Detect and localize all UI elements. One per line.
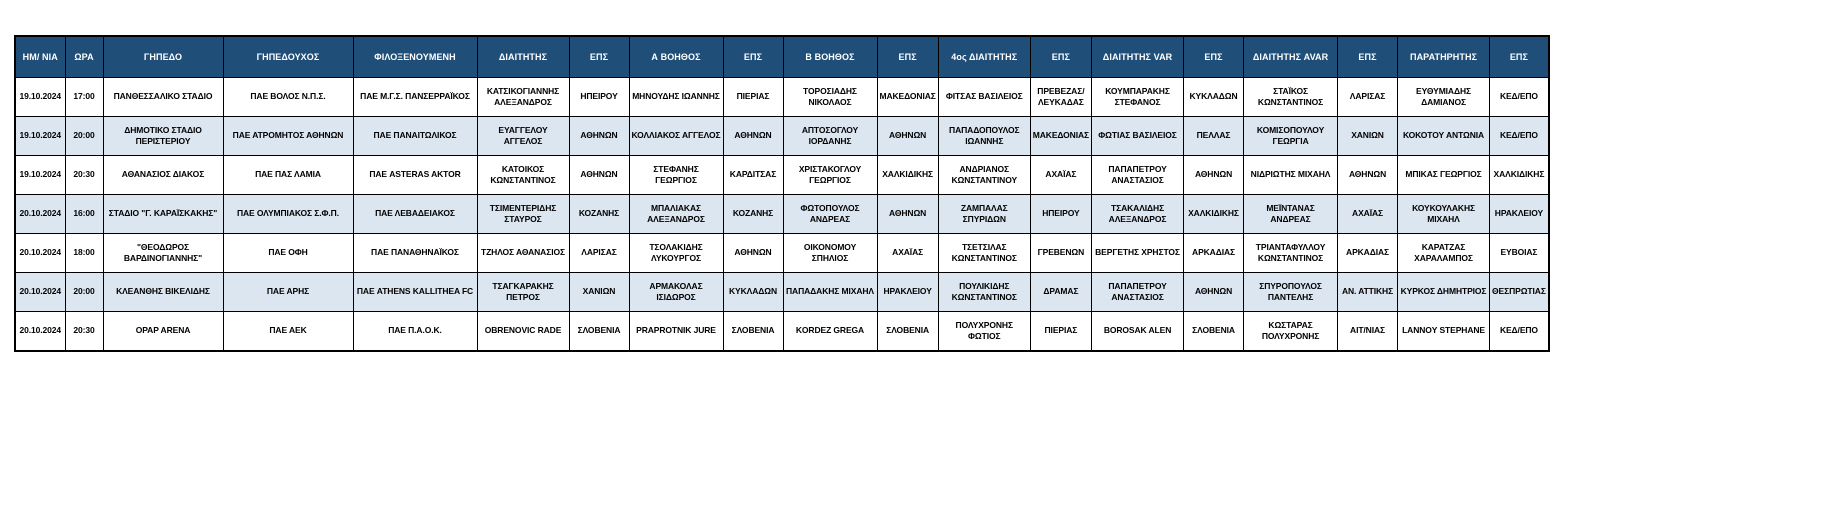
cell-fourth_official_eps: ΗΠΕΙΡΟΥ <box>1030 195 1091 234</box>
cell-date: 20.10.2024 <box>15 312 65 352</box>
cell-referee_eps: ΛΑΡΙΣΑΣ <box>569 234 629 273</box>
cell-referee_eps: ΧΑΝΙΩΝ <box>569 273 629 312</box>
cell-avar_eps: ΛΑΡΙΣΑΣ <box>1338 78 1398 117</box>
cell-avar_referee: ΤΡΙΑΝΤΑΦΥΛΛΟΥ ΚΩΝΣΤΑΝΤΙΝΟΣ <box>1244 234 1338 273</box>
cell-date: 19.10.2024 <box>15 156 65 195</box>
cell-fourth_official_eps: ΠΙΕΡΙΑΣ <box>1030 312 1091 352</box>
cell-time: 20:30 <box>65 156 103 195</box>
cell-fourth_official_eps: ΔΡΑΜΑΣ <box>1030 273 1091 312</box>
column-header-var_eps: ΕΠΣ <box>1184 36 1244 78</box>
cell-var_eps: ΚΥΚΛΑΔΩΝ <box>1184 78 1244 117</box>
cell-fourth_official: ΤΣΕΤΣΙΛΑΣ ΚΩΝΣΤΑΝΤΙΝΟΣ <box>938 234 1030 273</box>
cell-venue: ΠΑΝΘΕΣΣΑΛΙΚΟ ΣΤΑΔΙΟ <box>103 78 223 117</box>
column-header-date: ΗΜ/ ΝΙΑ <box>15 36 65 78</box>
cell-var_eps: ΧΑΛΚΙΔΙΚΗΣ <box>1184 195 1244 234</box>
cell-var_referee: ΤΣΑΚΑΛΙΔΗΣ ΑΛΕΞΑΝΔΡΟΣ <box>1092 195 1184 234</box>
cell-referee_eps: ΣΛΟΒΕΝΙΑ <box>569 312 629 352</box>
cell-assistant_b_eps: ΜΑΚΕΔΟΝΙΑΣ <box>877 78 938 117</box>
cell-fourth_official: ΠΑΠΑΔΟΠΟΥΛΟΣ ΙΩΑΝΝΗΣ <box>938 117 1030 156</box>
cell-assistant_b_eps: ΗΡΑΚΛΕΙΟΥ <box>877 273 938 312</box>
cell-assistant_a: ΤΣΟΛΑΚΙΔΗΣ ΛΥΚΟΥΡΓΟΣ <box>629 234 723 273</box>
table-body <box>15 78 1549 352</box>
column-header-observer_eps: ΕΠΣ <box>1490 36 1549 78</box>
column-header-assistant_a: Α ΒΟΗΘΟΣ <box>629 36 723 78</box>
cell-time: 17:00 <box>65 78 103 117</box>
cell-observer: ΚΟΚΟΤΟΥ ΑΝΤΩΝΙΑ <box>1398 117 1490 156</box>
cell-assistant_a_eps: ΚΥΚΛΑΔΩΝ <box>723 273 783 312</box>
cell-observer_eps: ΚΕΔ/ΕΠΟ <box>1490 312 1549 352</box>
cell-observer_eps: ΚΕΔ/ΕΠΟ <box>1490 78 1549 117</box>
cell-home_team: ΠΑΕ ΟΛΥΜΠΙΑΚΟΣ Σ.Φ.Π. <box>223 195 353 234</box>
table-row <box>15 78 1549 117</box>
cell-assistant_b_eps: ΣΛΟΒΕΝΙΑ <box>877 312 938 352</box>
cell-observer_eps: ΗΡΑΚΛΕΙΟΥ <box>1490 195 1549 234</box>
cell-observer: ΜΠΙΚΑΣ ΓΕΩΡΓΙΟΣ <box>1398 156 1490 195</box>
table-row <box>15 273 1549 312</box>
cell-avar_eps: ΑΙΤ/ΝΙΑΣ <box>1338 312 1398 352</box>
cell-var_eps: ΑΡΚΑΔΙΑΣ <box>1184 234 1244 273</box>
cell-referee: ΚΑΤΣΙΚΟΓΙΑΝΝΗΣ ΑΛΕΞΑΝΔΡΟΣ <box>477 78 569 117</box>
cell-fourth_official: ΠΟΛΥΧΡΟΝΗΣ ΦΩΤΙΟΣ <box>938 312 1030 352</box>
table-row <box>15 312 1549 352</box>
cell-var_referee: ΠΑΠΑΠΕΤΡΟΥ ΑΝΑΣΤΑΣΙΟΣ <box>1092 273 1184 312</box>
cell-var_referee: ΒΕΡΓΕΤΗΣ ΧΡΗΣΤΟΣ <box>1092 234 1184 273</box>
table-row <box>15 195 1549 234</box>
cell-referee: ΤΖΗΛΟΣ ΑΘΑΝΑΣΙΟΣ <box>477 234 569 273</box>
cell-venue: OPAP ARENA <box>103 312 223 352</box>
cell-avar_referee: ΜΕΪΝΤΑΝΑΣ ΑΝΔΡΕΑΣ <box>1244 195 1338 234</box>
cell-fourth_official_eps: ΠΡΕΒΕΖΑΣ/ ΛΕΥΚΑΔΑΣ <box>1030 78 1091 117</box>
cell-observer: ΚΥΡΚΟΣ ΔΗΜΗΤΡΙΟΣ <box>1398 273 1490 312</box>
cell-assistant_b_eps: ΧΑΛΚΙΔΙΚΗΣ <box>877 156 938 195</box>
cell-avar_referee: ΚΩΣΤΑΡΑΣ ΠΟΛΥΧΡΟΝΗΣ <box>1244 312 1338 352</box>
cell-assistant_a: PRAPROTNIK JURE <box>629 312 723 352</box>
match-officials-table <box>14 35 1550 352</box>
cell-var_referee: ΚΟΥΜΠΑΡΑΚΗΣ ΣΤΕΦΑΝΟΣ <box>1092 78 1184 117</box>
cell-time: 16:00 <box>65 195 103 234</box>
cell-assistant_a_eps: ΣΛΟΒΕΝΙΑ <box>723 312 783 352</box>
cell-assistant_b: ΤΟΡΟΣΙΑΔΗΣ ΝΙΚΟΛΑΟΣ <box>783 78 877 117</box>
cell-venue: ΔΗΜΟΤΙΚΟ ΣΤΑΔΙΟ ΠΕΡΙΣΤΕΡΙΟΥ <box>103 117 223 156</box>
cell-assistant_a: ΣΤΕΦΑΝΗΣ ΓΕΩΡΓΙΟΣ <box>629 156 723 195</box>
cell-assistant_a: ΑΡΜΑΚΟΛΑΣ ΙΣΙΔΩΡΟΣ <box>629 273 723 312</box>
cell-observer: LANNOY STEPHANE <box>1398 312 1490 352</box>
cell-fourth_official_eps: ΑΧΑΪΑΣ <box>1030 156 1091 195</box>
cell-assistant_a: ΚΟΛΛΙΑΚΟΣ ΑΓΓΕΛΟΣ <box>629 117 723 156</box>
cell-observer: ΚΟΥΚΟΥΛΑΚΗΣ ΜΙΧΑΗΛ <box>1398 195 1490 234</box>
cell-observer_eps: ΧΑΛΚΙΔΙΚΗΣ <box>1490 156 1549 195</box>
cell-fourth_official: ΖΑΜΠΑΛΑΣ ΣΠΥΡΙΔΩΝ <box>938 195 1030 234</box>
cell-away_team: ΠΑΕ ASTERAS AKTOR <box>353 156 477 195</box>
cell-venue: "ΘΕΟΔΩΡΟΣ ΒΑΡΔΙΝΟΓΙΑΝΝΗΣ" <box>103 234 223 273</box>
cell-referee: ΕΥΑΓΓΕΛΟΥ ΑΓΓΕΛΟΣ <box>477 117 569 156</box>
cell-assistant_b: ΧΡΙΣΤΑΚΟΓΛΟΥ ΓΕΩΡΓΙΟΣ <box>783 156 877 195</box>
cell-fourth_official_eps: ΓΡΕΒΕΝΩΝ <box>1030 234 1091 273</box>
cell-referee_eps: ΑΘΗΝΩΝ <box>569 117 629 156</box>
cell-fourth_official: ΑΝΔΡΙΑΝΟΣ ΚΩΝΣΤΑΝΤΙΝΟΥ <box>938 156 1030 195</box>
cell-avar_eps: ΑΧΑΪΑΣ <box>1338 195 1398 234</box>
cell-observer_eps: ΕΥΒΟΙΑΣ <box>1490 234 1549 273</box>
cell-referee_eps: ΑΘΗΝΩΝ <box>569 156 629 195</box>
column-header-assistant_a_eps: ΕΠΣ <box>723 36 783 78</box>
cell-var_referee: ΦΩΤΙΑΣ ΒΑΣΙΛΕΙΟΣ <box>1092 117 1184 156</box>
cell-avar_referee: ΝΙΔΡΙΩΤΗΣ ΜΙΧΑΗΛ <box>1244 156 1338 195</box>
cell-assistant_a_eps: ΠΙΕΡΙΑΣ <box>723 78 783 117</box>
cell-observer_eps: ΘΕΣΠΡΩΤΙΑΣ <box>1490 273 1549 312</box>
cell-var_eps: ΠΕΛΛΑΣ <box>1184 117 1244 156</box>
cell-referee: ΤΣΑΓΚΑΡΑΚΗΣ ΠΕΤΡΟΣ <box>477 273 569 312</box>
cell-var_eps: ΣΛΟΒΕΝΙΑ <box>1184 312 1244 352</box>
cell-time: 20:00 <box>65 117 103 156</box>
table-header-row <box>15 36 1549 78</box>
cell-time: 20:30 <box>65 312 103 352</box>
cell-referee_eps: ΚΟΖΑΝΗΣ <box>569 195 629 234</box>
cell-assistant_b_eps: ΑΘΗΝΩΝ <box>877 195 938 234</box>
cell-avar_eps: ΑΡΚΑΔΙΑΣ <box>1338 234 1398 273</box>
cell-referee: ΤΣΙΜΕΝΤΕΡΙΔΗΣ ΣΤΑΥΡΟΣ <box>477 195 569 234</box>
cell-assistant_b_eps: ΑΧΑΪΑΣ <box>877 234 938 273</box>
cell-assistant_a: ΜΗΝΟΥΔΗΣ ΙΩΑΝΝΗΣ <box>629 78 723 117</box>
column-header-avar_eps: ΕΠΣ <box>1338 36 1398 78</box>
cell-fourth_official: ΠΟΥΛΙΚΙΔΗΣ ΚΩΝΣΤΑΝΤΙΝΟΣ <box>938 273 1030 312</box>
column-header-observer: ΠΑΡΑΤΗΡΗΤΗΣ <box>1398 36 1490 78</box>
cell-date: 20.10.2024 <box>15 273 65 312</box>
cell-referee: OBRENOVIC RADE <box>477 312 569 352</box>
column-header-venue: ΓΗΠΕΔΟ <box>103 36 223 78</box>
table-head <box>15 36 1549 78</box>
cell-assistant_a_eps: ΚΑΡΔΙΤΣΑΣ <box>723 156 783 195</box>
cell-avar_eps: ΧΑΝΙΩΝ <box>1338 117 1398 156</box>
cell-date: 19.10.2024 <box>15 117 65 156</box>
cell-observer: ΚΑΡΑΤΖΑΣ ΧΑΡΑΛΑΜΠΟΣ <box>1398 234 1490 273</box>
cell-away_team: ΠΑΕ ATHENS KALLITHEA FC <box>353 273 477 312</box>
cell-date: 20.10.2024 <box>15 234 65 273</box>
cell-away_team: ΠΑΕ Μ.Γ.Σ. ΠΑΝΣΕΡΡΑΪΚΟΣ <box>353 78 477 117</box>
column-header-referee: ΔΙΑΙΤΗΤΗΣ <box>477 36 569 78</box>
cell-date: 20.10.2024 <box>15 195 65 234</box>
cell-away_team: ΠΑΕ ΛΕΒΑΔΕΙΑΚΟΣ <box>353 195 477 234</box>
column-header-var_referee: ΔΙΑΙΤΗΤΗΣ VAR <box>1092 36 1184 78</box>
cell-time: 18:00 <box>65 234 103 273</box>
cell-home_team: ΠΑΕ ΑΤΡΟΜΗΤΟΣ ΑΘΗΝΩΝ <box>223 117 353 156</box>
cell-assistant_b: ΑΠΤΟΣΟΓΛΟΥ ΙΟΡΔΑΝΗΣ <box>783 117 877 156</box>
cell-home_team: ΠΑΕ ΑΡΗΣ <box>223 273 353 312</box>
column-header-time: ΩΡΑ <box>65 36 103 78</box>
cell-away_team: ΠΑΕ ΠΑΝΑΘΗΝΑΪΚΟΣ <box>353 234 477 273</box>
cell-assistant_b: KORDEZ GREGA <box>783 312 877 352</box>
cell-home_team: ΠΑΕ ΒΟΛΟΣ Ν.Π.Σ. <box>223 78 353 117</box>
cell-var_eps: ΑΘΗΝΩΝ <box>1184 273 1244 312</box>
column-header-assistant_b_eps: ΕΠΣ <box>877 36 938 78</box>
cell-assistant_b: ΟΙΚΟΝΟΜΟΥ ΣΠΗΛΙΟΣ <box>783 234 877 273</box>
cell-referee_eps: ΗΠΕΙΡΟΥ <box>569 78 629 117</box>
cell-assistant_a_eps: ΚΟΖΑΝΗΣ <box>723 195 783 234</box>
cell-assistant_a_eps: ΑΘΗΝΩΝ <box>723 117 783 156</box>
cell-assistant_a: ΜΠΑΛΙΑΚΑΣ ΑΛΕΞΑΝΔΡΟΣ <box>629 195 723 234</box>
cell-venue: ΣΤΑΔΙΟ "Γ. ΚΑΡΑΪΣΚΑΚΗΣ" <box>103 195 223 234</box>
cell-fourth_official: ΦΙΤΣΑΣ ΒΑΣΙΛΕΙΟΣ <box>938 78 1030 117</box>
table-row <box>15 234 1549 273</box>
column-header-away_team: ΦΙΛΟΞΕΝΟΥΜΕΝΗ <box>353 36 477 78</box>
cell-observer_eps: ΚΕΔ/ΕΠΟ <box>1490 117 1549 156</box>
column-header-referee_eps: ΕΠΣ <box>569 36 629 78</box>
cell-venue: ΚΛΕΑΝΘΗΣ ΒΙΚΕΛΙΔΗΣ <box>103 273 223 312</box>
column-header-home_team: ΓΗΠΕΔΟΥΧΟΣ <box>223 36 353 78</box>
cell-venue: ΑΘΑΝΑΣΙΟΣ ΔΙΑΚΟΣ <box>103 156 223 195</box>
column-header-assistant_b: Β ΒΟΗΘΟΣ <box>783 36 877 78</box>
cell-fourth_official_eps: ΜΑΚΕΔΟΝΙΑΣ <box>1030 117 1091 156</box>
match-officials-table-container <box>14 35 1550 352</box>
cell-var_referee: BOROSAK ALEN <box>1092 312 1184 352</box>
cell-assistant_b_eps: ΑΘΗΝΩΝ <box>877 117 938 156</box>
cell-var_eps: ΑΘΗΝΩΝ <box>1184 156 1244 195</box>
cell-avar_eps: ΑΝ. ΑΤΤΙΚΗΣ <box>1338 273 1398 312</box>
cell-assistant_b: ΠΑΠΑΔΑΚΗΣ ΜΙΧΑΗΛ <box>783 273 877 312</box>
cell-time: 20:00 <box>65 273 103 312</box>
cell-date: 19.10.2024 <box>15 78 65 117</box>
column-header-avar_referee: ΔΙΑΙΤΗΤΗΣ AVAR <box>1244 36 1338 78</box>
cell-referee: ΚΑΤΟΙΚΟΣ ΚΩΝΣΤΑΝΤΙΝΟΣ <box>477 156 569 195</box>
cell-home_team: ΠΑΕ ΑΕΚ <box>223 312 353 352</box>
cell-assistant_b: ΦΩΤΟΠΟΥΛΟΣ ΑΝΔΡΕΑΣ <box>783 195 877 234</box>
table-row <box>15 156 1549 195</box>
cell-avar_referee: ΚΟΜΙΣΟΠΟΥΛΟΥ ΓΕΩΡΓΙΑ <box>1244 117 1338 156</box>
cell-avar_referee: ΣΠΥΡΟΠΟΥΛΟΣ ΠΑΝΤΕΛΗΣ <box>1244 273 1338 312</box>
cell-var_referee: ΠΑΠΑΠΕΤΡΟΥ ΑΝΑΣΤΑΣΙΟΣ <box>1092 156 1184 195</box>
column-header-fourth_official: 4ος ΔΙΑΙΤΗΤΗΣ <box>938 36 1030 78</box>
cell-home_team: ΠΑΕ ΟΦΗ <box>223 234 353 273</box>
cell-assistant_a_eps: ΑΘΗΝΩΝ <box>723 234 783 273</box>
cell-away_team: ΠΑΕ Π.Α.Ο.Κ. <box>353 312 477 352</box>
table-row <box>15 117 1549 156</box>
cell-away_team: ΠΑΕ ΠΑΝΑΙΤΩΛΙΚΟΣ <box>353 117 477 156</box>
cell-observer: ΕΥΘΥΜΙΑΔΗΣ ΔΑΜΙΑΝΟΣ <box>1398 78 1490 117</box>
cell-home_team: ΠΑΕ ΠΑΣ ΛΑΜΙΑ <box>223 156 353 195</box>
column-header-fourth_official_eps: ΕΠΣ <box>1030 36 1091 78</box>
cell-avar_referee: ΣΤΑΪΚΟΣ ΚΩΝΣΤΑΝΤΙΝΟΣ <box>1244 78 1338 117</box>
cell-avar_eps: ΑΘΗΝΩΝ <box>1338 156 1398 195</box>
